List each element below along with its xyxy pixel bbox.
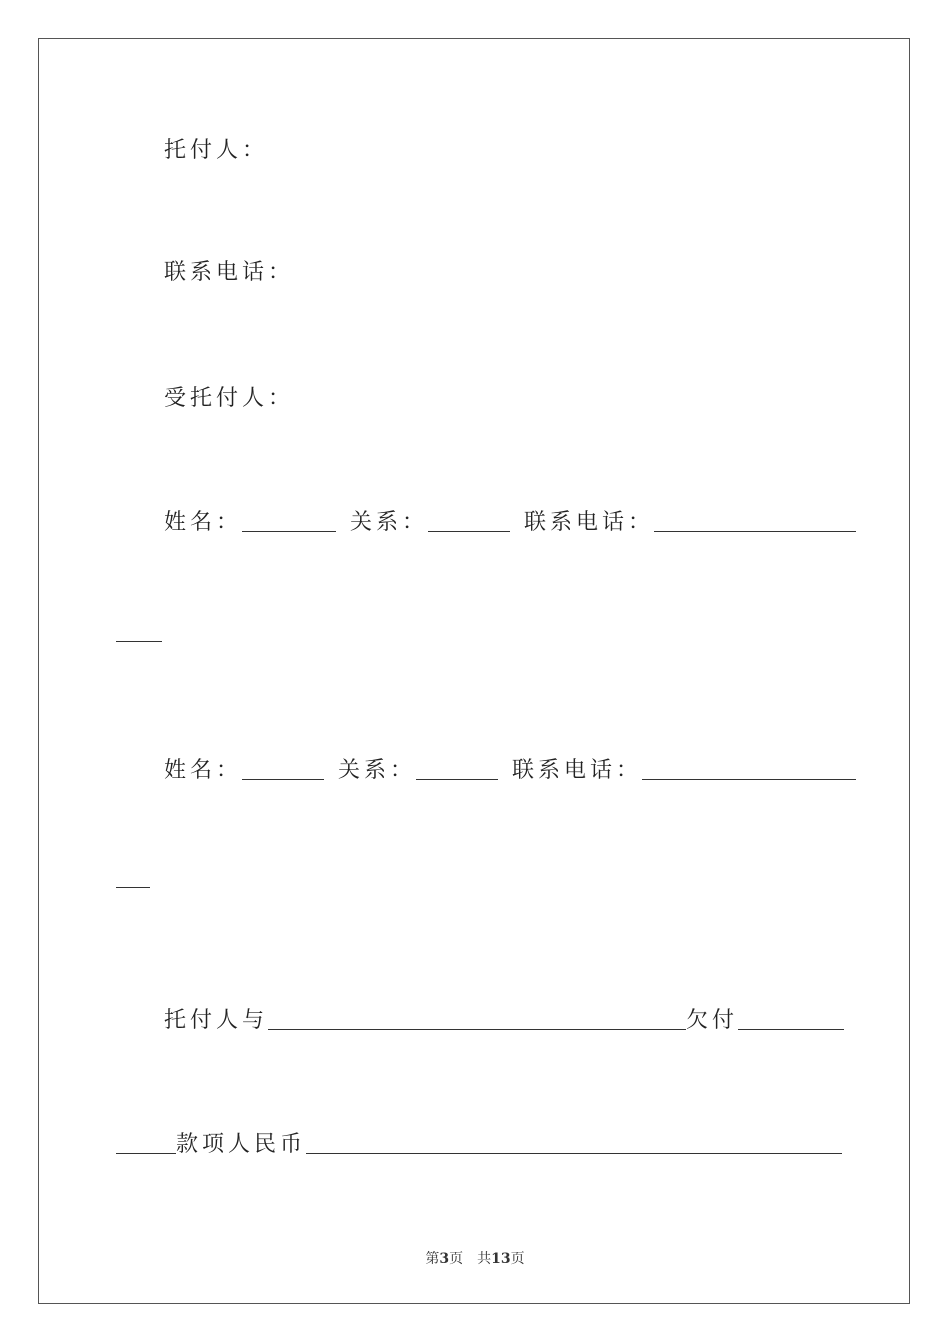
footer-total-suffix: 页 (510, 1251, 525, 1267)
phone-field-blank-continued[interactable] (116, 640, 162, 642)
trustee-row-1-continuation (116, 640, 162, 644)
name-field-blank[interactable] (242, 778, 324, 780)
relation-label: 关系： (338, 758, 417, 783)
debt-item-field-blank-continued[interactable] (116, 1152, 176, 1154)
entruster-phone-line (164, 262, 294, 284)
phone-field-blank-continued[interactable] (116, 886, 150, 888)
footer-total-prefix: 共 (477, 1251, 492, 1267)
entruster-phone-label: 联系电话： (164, 260, 295, 285)
trustee-row-1 (164, 512, 856, 534)
relation-field-blank[interactable] (416, 778, 498, 780)
footer-total-pages: 13 (491, 1251, 511, 1267)
debt-item-field-blank[interactable] (738, 1028, 844, 1030)
name-label: 姓名： (164, 758, 243, 783)
debt-line-1 (164, 1010, 844, 1032)
footer-prefix: 第 (425, 1251, 440, 1267)
phone-label: 联系电话： (524, 510, 655, 535)
debt-part3: 款项人民币 (176, 1132, 307, 1157)
relation-label: 关系： (350, 510, 429, 535)
debt-part1: 托付人与 (164, 1008, 269, 1033)
footer-page-suffix: 页 (449, 1251, 464, 1267)
trustee-row-2 (164, 760, 856, 782)
debt-part2: 欠付 (686, 1008, 739, 1033)
name-field-blank[interactable] (242, 530, 336, 532)
trustee-row-2-continuation (116, 886, 150, 890)
trustee-label: 受托付人： (164, 386, 295, 411)
phone-field-blank[interactable] (654, 530, 856, 532)
phone-field-blank[interactable] (642, 778, 856, 780)
trustee-line (164, 388, 294, 410)
amount-field-blank[interactable] (306, 1152, 842, 1154)
entruster-line (164, 140, 268, 162)
page-frame (38, 38, 910, 1304)
name-label: 姓名： (164, 510, 243, 535)
phone-label: 联系电话： (512, 758, 643, 783)
relation-field-blank[interactable] (428, 530, 510, 532)
creditor-field-blank[interactable] (268, 1028, 686, 1030)
debt-line-2 (116, 1134, 842, 1156)
footer-page-number: 3 (439, 1251, 450, 1267)
entruster-label: 托付人： (164, 138, 269, 163)
page-footer (0, 1248, 950, 1268)
